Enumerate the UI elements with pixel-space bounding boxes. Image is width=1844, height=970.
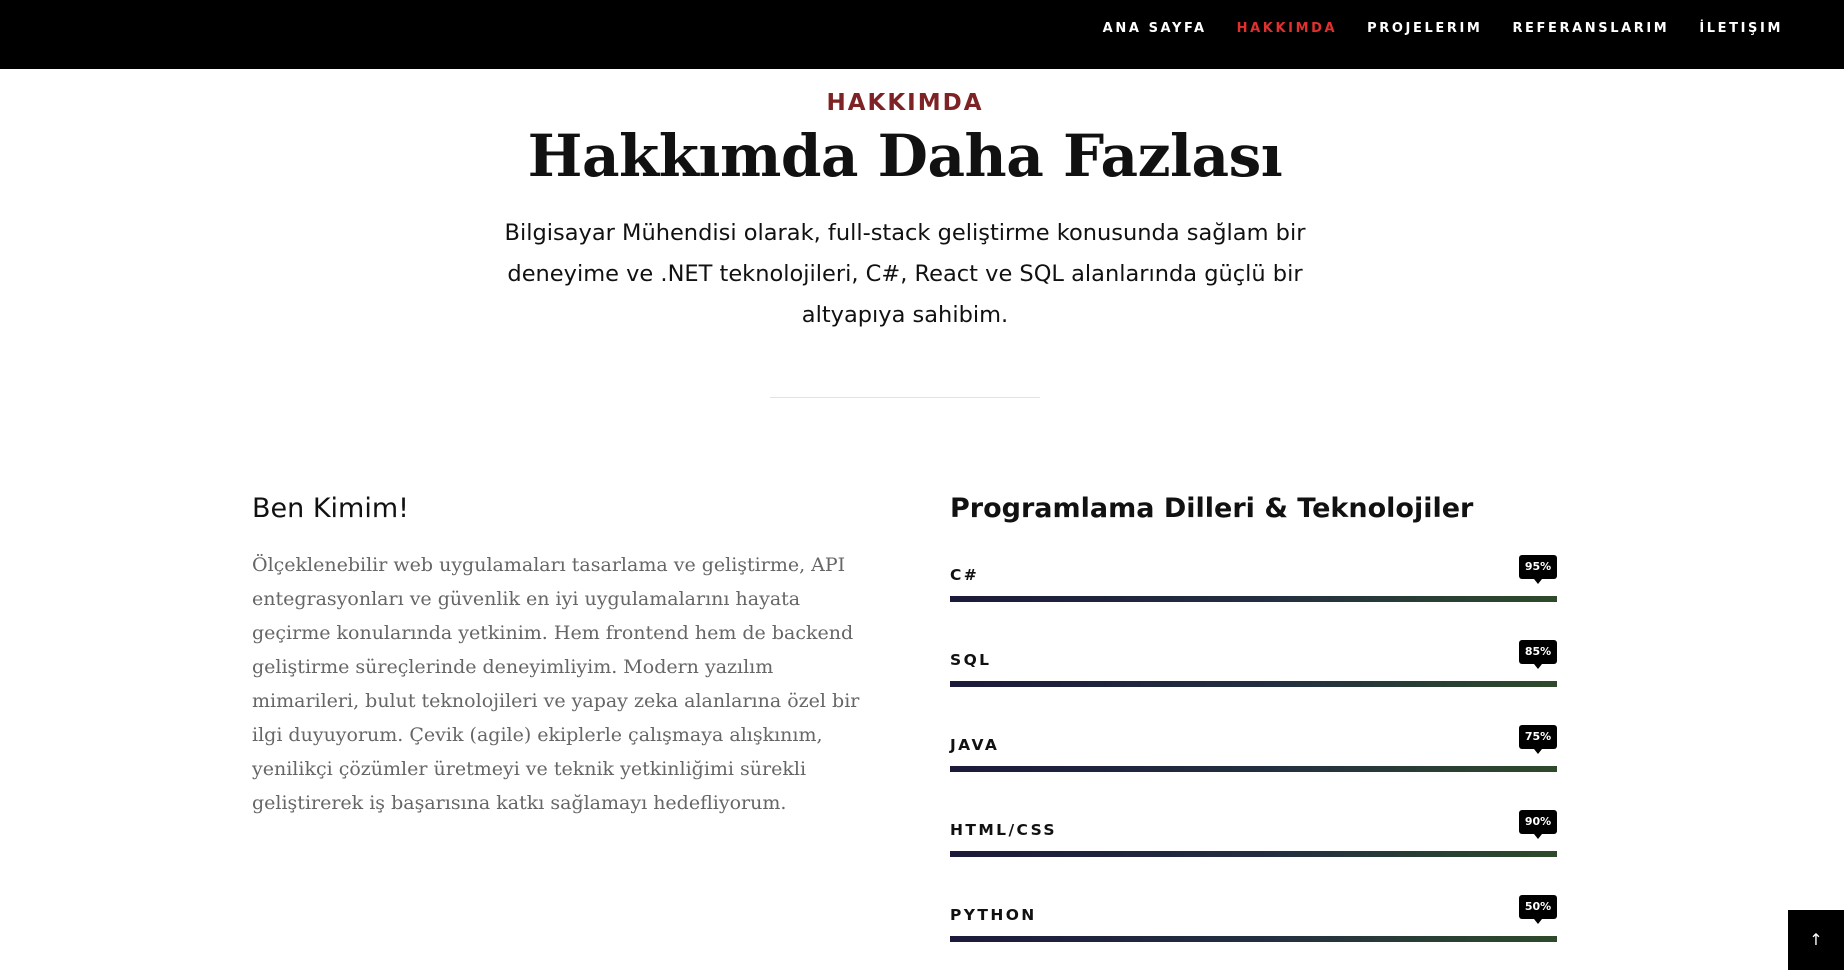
who-heading: Ben Kimim! [252, 493, 409, 524]
skill-name: HTML/CSS [950, 821, 1058, 839]
nav-item-referanslarim[interactable]: REFERANSLARIM [1512, 21, 1670, 36]
skill-progress-fill [950, 596, 1557, 602]
nav-menu [1103, 0, 1783, 57]
skill-progress-fill [950, 766, 1557, 772]
skill-progress-fill [950, 936, 1557, 942]
skill-progress-track [950, 766, 1557, 772]
skill-percent-badge: 50% [1519, 895, 1557, 919]
skill-item-sql [950, 635, 1557, 720]
skill-progress-track [950, 851, 1557, 857]
skill-item-java [950, 720, 1557, 805]
who-body-text: Ölçeklenebilir web uygulamaları tasarlama ve geliştirme, API entegrasyonları ve güvenlik en iyi uygulamalarını hayata geçirme konularında yetkinim. Hem frontend hem de backend geliştirme süreçlerinde deneyimliyim. Modern yazılım mimarileri, bulut teknolojileri ve yapay zeka alanlarına özel bir ilgi duyuyorum. Çevik (agile) ekiplerle çalışmaya alışkınım, yenilikçi çözümler üretmeyi ve teknik yetkinliğimi sürekli geliştirerek iş başarısına katkı sağlamayı hedefliyorum. [252, 554, 860, 814]
skill-percent-badge: 75% [1519, 725, 1557, 749]
skill-progress-track [950, 681, 1557, 687]
nav-item-hakkimda[interactable]: HAKKIMDA [1236, 21, 1338, 36]
skill-progress-track [950, 596, 1557, 602]
arrow-up-icon: ↑ [1809, 930, 1823, 949]
nav-item-iletisim[interactable]: İLETIŞIM [1699, 21, 1783, 36]
section-divider [770, 397, 1040, 398]
skill-percent-badge: 90% [1519, 810, 1557, 834]
skill-item-html-css [950, 805, 1557, 890]
skill-progress-fill [950, 851, 1557, 857]
skills-list [950, 550, 1557, 970]
skill-name: SQL [950, 651, 992, 669]
skill-item-python [950, 890, 1557, 970]
section-eyebrow: HAKKIMDA [826, 90, 984, 116]
skill-item-csharp [950, 550, 1557, 635]
top-navbar [0, 0, 1844, 69]
intro-text: Bilgisayar Mühendisi olarak, full-stack geliştirme konusunda sağlam bir deneyime ve .NET teknolojileri, C#, React ve SQL alanlarında güçlü bir altyapıya sahibim. [504, 220, 1306, 328]
skill-name: C# [950, 566, 980, 584]
page-title: Hakkımda Daha Fazlası [527, 122, 1283, 190]
nav-item-ana-sayfa[interactable]: ANA SAYFA [1102, 21, 1207, 36]
skill-progress-fill [950, 681, 1557, 687]
skill-name: JAVA [950, 736, 1000, 754]
skill-percent-badge: 85% [1519, 640, 1557, 664]
skill-name: PYTHON [950, 906, 1037, 924]
skill-progress-track [950, 936, 1557, 942]
back-to-top-button[interactable] [1788, 910, 1844, 970]
skills-heading: Programlama Dilleri & Teknolojiler [950, 493, 1474, 524]
nav-item-projelerim[interactable]: PROJELERIM [1367, 21, 1483, 36]
skill-percent-badge: 95% [1519, 555, 1557, 579]
